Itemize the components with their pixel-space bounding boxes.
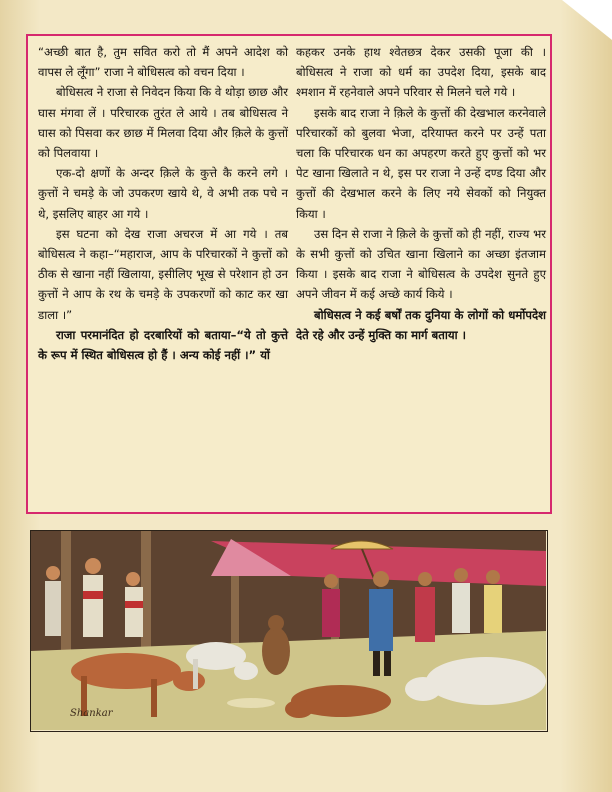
courtyard-scene <box>31 531 546 730</box>
paragraph: बोधिसत्व ने कई बर्षों तक दुनिया के लोगों को धर्मोपदेश देते रहे और उन्हें मुक्ति का मार्ग बताया । <box>296 307 546 342</box>
paragraph: “अच्छी बात है, तुम सवित करो तो मैं अपने आदेश को वापस ले लूँगा” राजा ने बोधिसत्व को वचन दिया । <box>38 45 288 80</box>
paragraph: इसके बाद राजा ने क़िले के कुत्तों की देखभाल करनेवाले परिचारकों को बुलवा भेजा, दरियाफ्त करने पर उन्हें पता चला कि परिचारक धन का अपहरण करते हुए कुत्तों को भर पेट खाना खिलाते न थे, इस पर राजा ने उन्हें दण्ड दिया और कुत्तों की देखभाल करने के लिए नये सेवकों को नियुक्त किया । <box>296 105 546 221</box>
story-column-right <box>296 42 546 345</box>
story-illustration <box>30 530 548 732</box>
story-text-panel <box>26 34 552 514</box>
paragraph: कहकर उनके हाथ श्वेतछत्र देकर उसकी पूजा की । बोधिसत्व ने राजा को धर्म का उपदेश दिया, इसके बाद श्मशान में रहनेवाले अपने परिवार से मिलने चले गये । <box>296 45 546 100</box>
paragraph: एक-दो क्षणों के अन्दर क़िले के कुत्ते कै करने लगे । कुत्तों ने चमड़े के जो उपकरण खाये थे, वे अभी तक पचे न थे, इसलिए बाहर आ गये । <box>38 166 288 221</box>
vomit-puddle <box>227 698 275 708</box>
story-column-left <box>38 42 288 365</box>
paragraph: उस दिन से राजा ने क़िले के कुत्तों को ही नहीं, राज्य भर के सभी कुत्तों को उचित खाना खिलाने का अच्छा इंतजाम किया । इसके बाद राजा ने बोधिसत्व के उपदेश सुनते हुए अपने जीवन में कई अच्छे कार्य किये । <box>296 226 546 302</box>
paragraph: इस घटना को देख राजा अचरज में आ गये । तब बोधिसत्व ने कहा–“महाराज, आप के परिचारकों ने कुत्तों को ठीक से खाना नहीं खिलाया, इसीलिए भूख से परेशान हो उन कुत्तों ने आप के रथ के चमड़े के उपकरणों को काट कर खा डाला ।” <box>38 226 288 322</box>
paragraph: बोधिसत्व ने राजा से निवेदन किया कि वे थोड़ा छाछ और घास मंगवा लें । परिचारक तुरंत ले आये । तब बोधिसत्व ने घास को पिसवा कर छाछ में मिलवा दिया और क़िले के कुत्तों को पिलवाया । <box>38 85 288 161</box>
artist-signature: Shankar <box>70 708 113 719</box>
paragraph: राजा परमानंदित हो दरबारियों को बताया–“ये तो कुत्ते के रूप में स्थित बोधिसत्व हो हैं । अन्य कोई नहीं ।” यों <box>38 327 288 363</box>
